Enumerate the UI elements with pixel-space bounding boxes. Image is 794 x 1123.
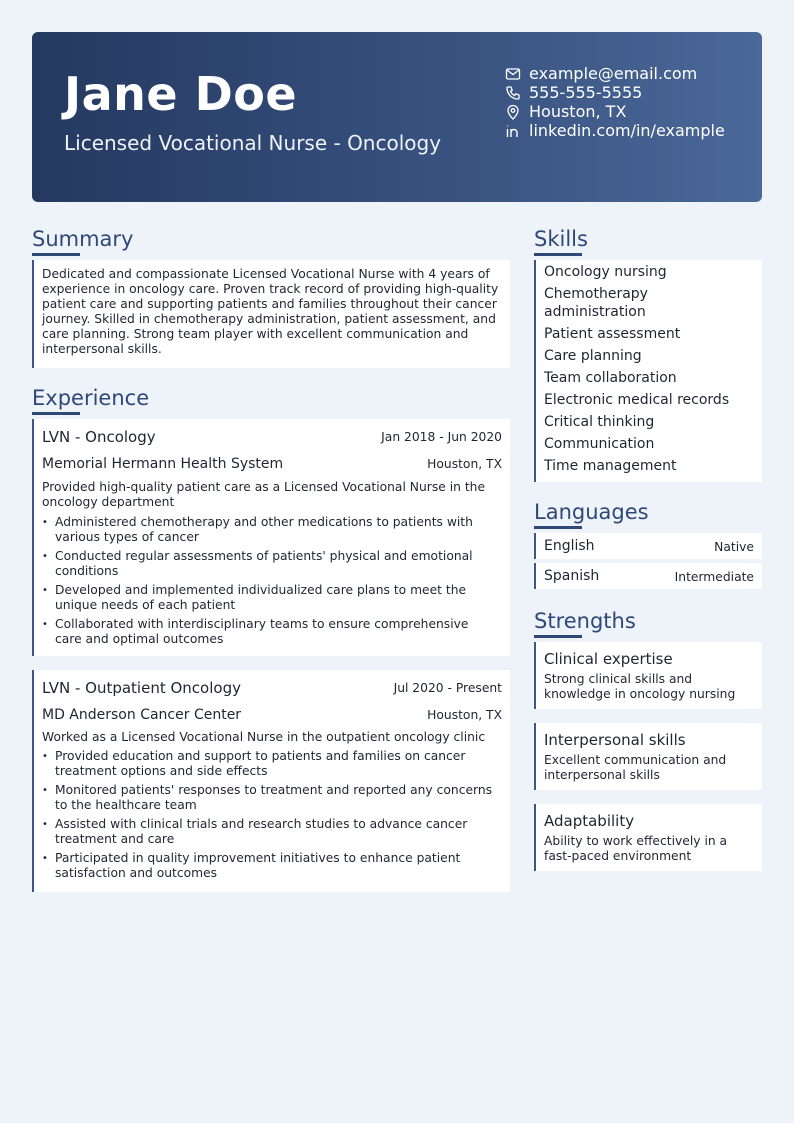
skill-item: Communication: [544, 436, 655, 452]
job-bullet: • Conducted regular assessments of patients' physical and emotional conditions: [42, 549, 497, 579]
skill-item: Care planning: [544, 348, 642, 364]
contact-phone-text: 555-555-5555: [529, 83, 643, 102]
language-name: Spanish: [544, 568, 600, 584]
skill-item: Chemotherapy administration: [544, 286, 648, 320]
summary-heading-underline: [32, 253, 80, 256]
job-bullet: • Provided education and support to patients and families on cancer treatment options and side effects: [42, 749, 497, 779]
experience-heading: [32, 386, 149, 410]
skill-item: Team collaboration: [544, 370, 677, 386]
strengths-heading: [534, 609, 636, 633]
language-row: [534, 533, 762, 559]
linkedin-icon: [504, 122, 522, 140]
job-description: Worked as a Licensed Vocational Nurse in the outpatient oncology clinic: [42, 730, 486, 744]
experience-heading-text: Experience: [32, 386, 150, 410]
job-bullet: • Monitored patients' responses to treatment and reported any concerns to the healthcare team: [42, 783, 497, 813]
job-role: LVN - Outpatient Oncology: [42, 679, 241, 697]
contact-list: [504, 64, 725, 140]
summary-card: [32, 260, 510, 368]
summary-text: Dedicated and compassionate Licensed Vocational Nurse with 4 years of experience in oncology care. Proven track record of providing high-quality patient care and supporting patients and families throughout their cancer journey. Skilled in chemotherapy administration, patient assessment, and care planning. Strong team player with excellent communication and interpersonal skills.: [42, 267, 499, 356]
language-row: [534, 563, 762, 589]
strength-card: [534, 723, 762, 790]
job-location: Houston, TX: [427, 457, 502, 471]
strength-description: Strong clinical skills and knowledge in oncology nursing: [544, 672, 736, 701]
location-icon: [504, 103, 522, 121]
job-bullets: [42, 515, 497, 651]
language-level: Native: [714, 540, 754, 554]
candidate-title: Licensed Vocational Nurse - Oncology: [64, 131, 442, 155]
skill-item: Critical thinking: [544, 414, 655, 430]
contact-phone[interactable]: [504, 83, 725, 102]
contact-location-text: Houston, TX: [529, 102, 627, 121]
skills-heading-underline: [534, 253, 582, 256]
strengths-heading-underline: [534, 635, 582, 638]
contact-location: [504, 102, 725, 121]
experience-heading-underline: [32, 412, 80, 415]
contact-linkedin-text: linkedin.com/in/example: [529, 121, 725, 140]
language-level: Intermediate: [674, 570, 754, 584]
skill-item: Oncology nursing: [544, 264, 667, 280]
skill-item: Patient assessment: [544, 326, 681, 342]
skills-list: [536, 260, 762, 475]
languages-heading-text: Languages: [534, 500, 649, 524]
strength-title: Interpersonal skills: [544, 731, 686, 749]
mail-icon: [504, 65, 522, 83]
summary-heading-text: Summary: [32, 227, 134, 251]
contact-linkedin[interactable]: [504, 121, 725, 140]
skill-item: Electronic medical records: [544, 392, 730, 408]
experience-entry: [32, 419, 510, 656]
contact-email-text: example@email.com: [529, 64, 698, 83]
skill-item: Time management: [544, 458, 677, 474]
job-bullet: • Administered chemotherapy and other medications to patients with various types of cancer: [42, 515, 497, 545]
job-location: Houston, TX: [427, 708, 502, 722]
job-bullet: • Assisted with clinical trials and research studies to advance cancer treatment and care: [42, 817, 497, 847]
job-bullet: • Collaborated with interdisciplinary teams to ensure comprehensive care and optimal outcomes: [42, 617, 497, 647]
job-company: MD Anderson Cancer Center: [42, 707, 242, 723]
job-bullet: • Developed and implemented individualized care plans to meet the unique needs of each patient: [42, 583, 497, 613]
skills-card: [534, 260, 762, 482]
resume-header: [32, 32, 762, 202]
strength-title: Adaptability: [544, 812, 635, 830]
strength-card: [534, 642, 762, 709]
job-company: Memorial Hermann Health System: [42, 456, 284, 472]
languages-heading-underline: [534, 526, 582, 529]
skills-heading-text: Skills: [534, 227, 588, 251]
job-bullet: • Participated in quality improvement initiatives to enhance patient satisfaction and outcomes: [42, 851, 497, 881]
experience-entry: [32, 670, 510, 892]
skills-heading: [534, 227, 588, 251]
strength-description: Excellent communication and interpersonal skills: [544, 753, 727, 782]
job-role: LVN - Oncology: [42, 428, 156, 446]
candidate-name: Jane Doe: [64, 67, 298, 121]
summary-heading: [32, 227, 133, 251]
job-dates: Jul 2020 - Present: [393, 681, 502, 695]
job-dates: Jan 2018 - Jun 2020: [381, 430, 502, 444]
strengths-heading-text: Strengths: [534, 609, 636, 633]
language-name: English: [544, 538, 595, 554]
strength-title: Clinical expertise: [544, 650, 673, 668]
job-bullets: [42, 749, 497, 885]
contact-email[interactable]: [504, 64, 725, 83]
languages-heading: [534, 500, 649, 524]
strength-card: [534, 804, 762, 871]
phone-icon: [504, 84, 522, 102]
job-description: Provided high-quality patient care as a Licensed Vocational Nurse in the oncology department: [42, 480, 486, 509]
strength-description: Ability to work effectively in a fast-paced environment: [544, 834, 728, 863]
